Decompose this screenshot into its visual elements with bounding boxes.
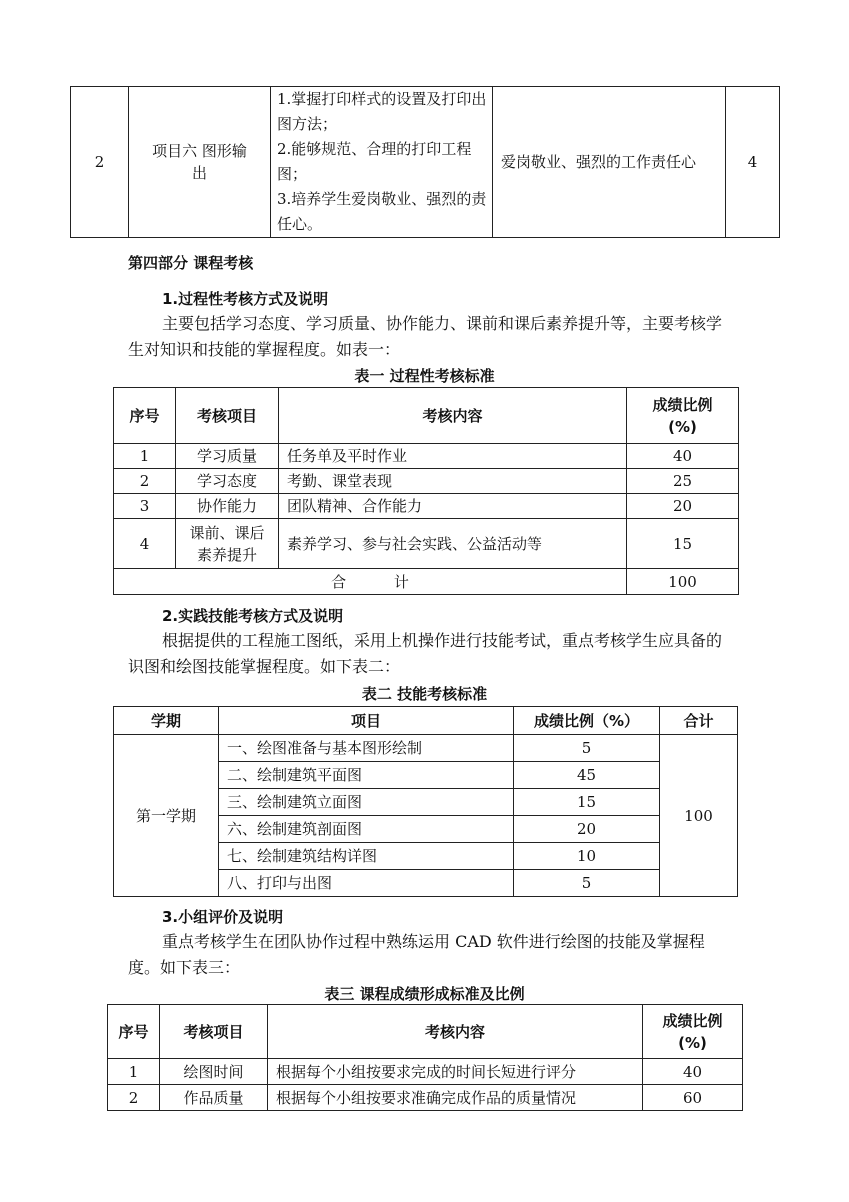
project-name: 项目六 图形输出 xyxy=(129,87,271,238)
cell-ratio: 40 xyxy=(627,444,739,469)
table1-header-content: 考核内容 xyxy=(279,388,627,444)
table1 xyxy=(113,387,739,595)
cell-item: 六、绘制建筑剖面图 xyxy=(219,816,514,843)
table2-header-item: 项目 xyxy=(219,707,514,735)
cell-ratio: 5 xyxy=(514,870,660,897)
row-index: 2 xyxy=(71,87,129,238)
table1-caption: 表一 过程性考核标准 xyxy=(354,367,495,385)
cell-no: 1 xyxy=(108,1059,160,1085)
part4-title: 第四部分 课程考核 xyxy=(128,254,254,272)
cell-item: 作品质量 xyxy=(160,1085,268,1111)
cell-no: 1 xyxy=(114,444,176,469)
cell-no: 2 xyxy=(108,1085,160,1111)
project-table xyxy=(70,86,780,238)
cell-no: 4 xyxy=(114,519,176,569)
table1-header-no: 序号 xyxy=(114,388,176,444)
quality-goal: 爱岗敬业、强烈的工作责任心 xyxy=(493,87,726,238)
table3 xyxy=(107,1004,743,1111)
table2-header-term: 学期 xyxy=(114,707,219,735)
section2-paragraph: 根据提供的工程施工图纸，采用上机操作进行技能考试，重点考核学生应具备的识图和绘图技能掌握程度。如下表二： xyxy=(128,631,723,676)
table-row xyxy=(114,444,739,469)
table-row xyxy=(114,469,739,494)
section2-heading: 2.实践技能考核方式及说明 xyxy=(162,607,344,625)
cell-ratio: 20 xyxy=(627,494,739,519)
section1-paragraph: 主要包括学习态度、学习质量、协作能力、课前和课后素养提升等，主要考核学生对知识和技能的掌握程度。如表一： xyxy=(128,314,723,359)
cell-item: 二、绘制建筑平面图 xyxy=(219,762,514,789)
cell-ratio: 45 xyxy=(514,762,660,789)
table3-caption: 表三 课程成绩形成标准及比例 xyxy=(324,985,525,1003)
cell-item: 一、绘图准备与基本图形绘制 xyxy=(219,735,514,762)
cell-content: 素养学习、参与社会实践、公益活动等 xyxy=(279,519,627,569)
table2-header-total: 合计 xyxy=(660,707,738,735)
cell-no: 2 xyxy=(114,469,176,494)
table3-header-content: 考核内容 xyxy=(268,1005,643,1059)
cell-item: 课前、课后素养提升 xyxy=(176,519,279,569)
cell-item: 学习质量 xyxy=(176,444,279,469)
section3-paragraph: 重点考核学生在团队协作过程中熟练运用 CAD 软件进行绘图的技能及掌握程度。如下表三： xyxy=(128,932,705,977)
cell-content: 团队精神、合作能力 xyxy=(279,494,627,519)
cell-item: 三、绘制建筑立面图 xyxy=(219,789,514,816)
cell-ratio: 25 xyxy=(627,469,739,494)
cell-content: 任务单及平时作业 xyxy=(279,444,627,469)
table-row xyxy=(108,1085,743,1111)
table3-header-ratio: 成绩比例(%) xyxy=(643,1005,743,1059)
section3-heading: 3.小组评价及说明 xyxy=(162,908,284,926)
total-cell: 100 xyxy=(660,735,738,897)
cell-item: 八、打印与出图 xyxy=(219,870,514,897)
table-total-row xyxy=(114,569,739,595)
table-row xyxy=(114,519,739,569)
table-row xyxy=(114,494,739,519)
cell-content: 根据每个小组按要求准确完成作品的质量情况 xyxy=(268,1085,643,1111)
table2 xyxy=(113,706,738,897)
goal-item: 3.培养学生爱岗敬业、强烈的责任心。 xyxy=(277,190,487,233)
cell-ratio: 5 xyxy=(514,735,660,762)
cell-ratio: 60 xyxy=(643,1085,743,1111)
cell-ratio: 20 xyxy=(514,816,660,843)
total-value: 100 xyxy=(627,569,739,595)
cell-ratio: 40 xyxy=(643,1059,743,1085)
goal-item: 2.能够规范、合理的打印工程图； xyxy=(277,140,472,183)
cell-item: 七、绘制建筑结构详图 xyxy=(219,843,514,870)
table2-header-ratio: 成绩比例（%） xyxy=(514,707,660,735)
table3-header-no: 序号 xyxy=(108,1005,160,1059)
table1-header-ratio: 成绩比例(%) xyxy=(627,388,739,444)
table-row xyxy=(114,735,738,762)
hours: 4 xyxy=(726,87,780,238)
term-cell: 第一学期 xyxy=(114,735,219,897)
table3-header-item: 考核项目 xyxy=(160,1005,268,1059)
cell-ratio: 10 xyxy=(514,843,660,870)
table1-header-item: 考核项目 xyxy=(176,388,279,444)
section1-heading: 1.过程性考核方式及说明 xyxy=(162,290,329,308)
cell-ratio: 15 xyxy=(514,789,660,816)
cell-ratio: 15 xyxy=(627,519,739,569)
goal-item: 1.掌握打印样式的设置及打印出图方法； xyxy=(277,90,487,133)
cell-item: 绘图时间 xyxy=(160,1059,268,1085)
cell-item: 协作能力 xyxy=(176,494,279,519)
cell-content: 考勤、课堂表现 xyxy=(279,469,627,494)
project-goals xyxy=(271,87,493,238)
total-label: 合 计 xyxy=(114,569,627,595)
table2-caption: 表二 技能考核标准 xyxy=(361,685,488,703)
cell-no: 3 xyxy=(114,494,176,519)
table-row xyxy=(108,1059,743,1085)
cell-content: 根据每个小组按要求完成的时间长短进行评分 xyxy=(268,1059,643,1085)
cell-item: 学习态度 xyxy=(176,469,279,494)
